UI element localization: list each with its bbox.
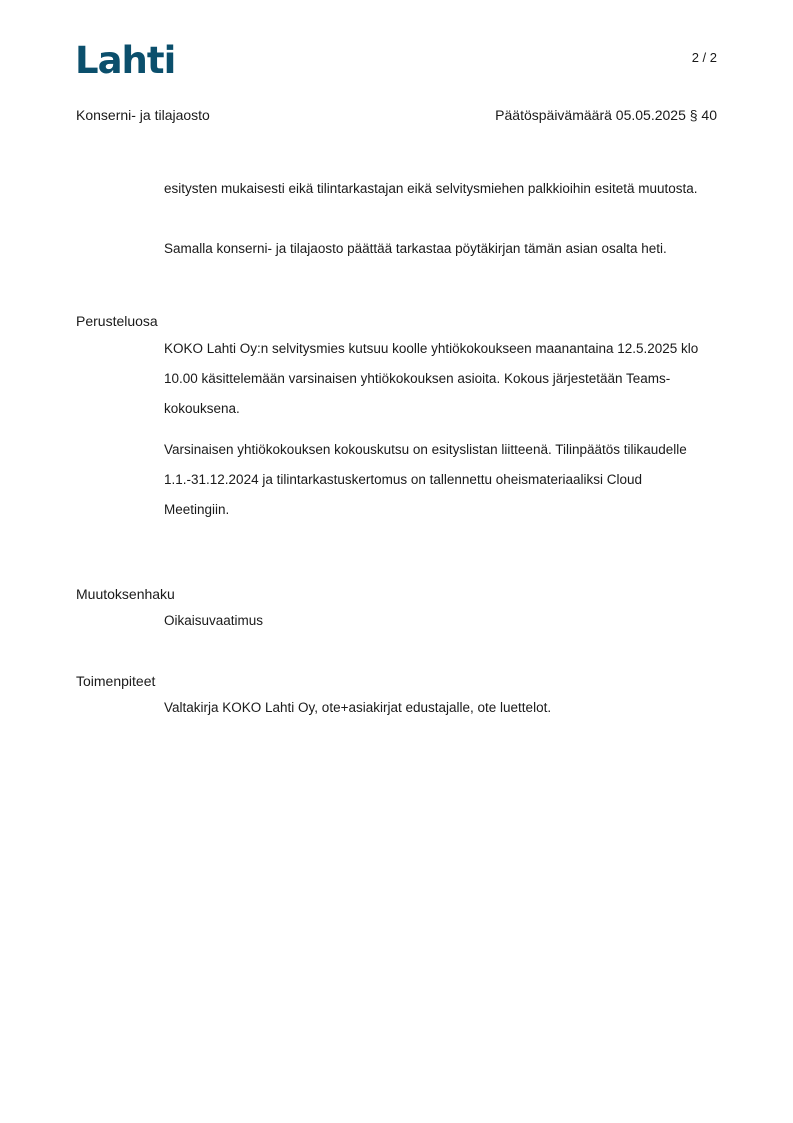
- heading-muutoksenhaku: Muutoksenhaku: [76, 586, 175, 602]
- heading-toimenpiteet: Toimenpiteet: [76, 673, 156, 689]
- perusteluosa-paragraph-2: Varsinaisen yhtiökokouksen kokouskutsu on esityslistan liitteenä. Tilinpäätös tilikaudelle 1.1.-31.12.2024 ja tilintarkastuskertomus on tallennettu oheismateriaaliksi Cloud Meetingiin.: [164, 442, 687, 517]
- page-number: 2 / 2: [691, 50, 717, 65]
- heading-perusteluosa: Perusteluosa: [76, 313, 158, 329]
- decision-date: Päätöspäivämäärä 05.05.2025 § 40: [495, 107, 717, 123]
- lahti-logo: Lahti: [75, 39, 176, 82]
- perusteluosa-paragraph-1: KOKO Lahti Oy:n selvitysmies kutsuu koolle yhtiökokoukseen maanantaina 12.5.2025 klo 10.00 käsittelemään varsinaisen yhtiökokouksen asioita. Kokous järjestetään Teams-kokouksena.: [164, 341, 699, 416]
- toimenpiteet-text: Valtakirja KOKO Lahti Oy, ote+asiakirjat edustajalle, ote luettelot.: [164, 700, 552, 715]
- department-name: Konserni- ja tilajaosto: [76, 107, 210, 123]
- decision-text-1: esitysten mukaisesti eikä tilintarkastajan eikä selvitysmiehen palkkioihin esitetä muutosta.: [164, 181, 698, 196]
- muutoksenhaku-text: Oikaisuvaatimus: [164, 613, 264, 628]
- decision-text-2: Samalla konserni- ja tilajaosto päättää tarkastaa pöytäkirjan tämän asian osalta heti.: [164, 241, 667, 256]
